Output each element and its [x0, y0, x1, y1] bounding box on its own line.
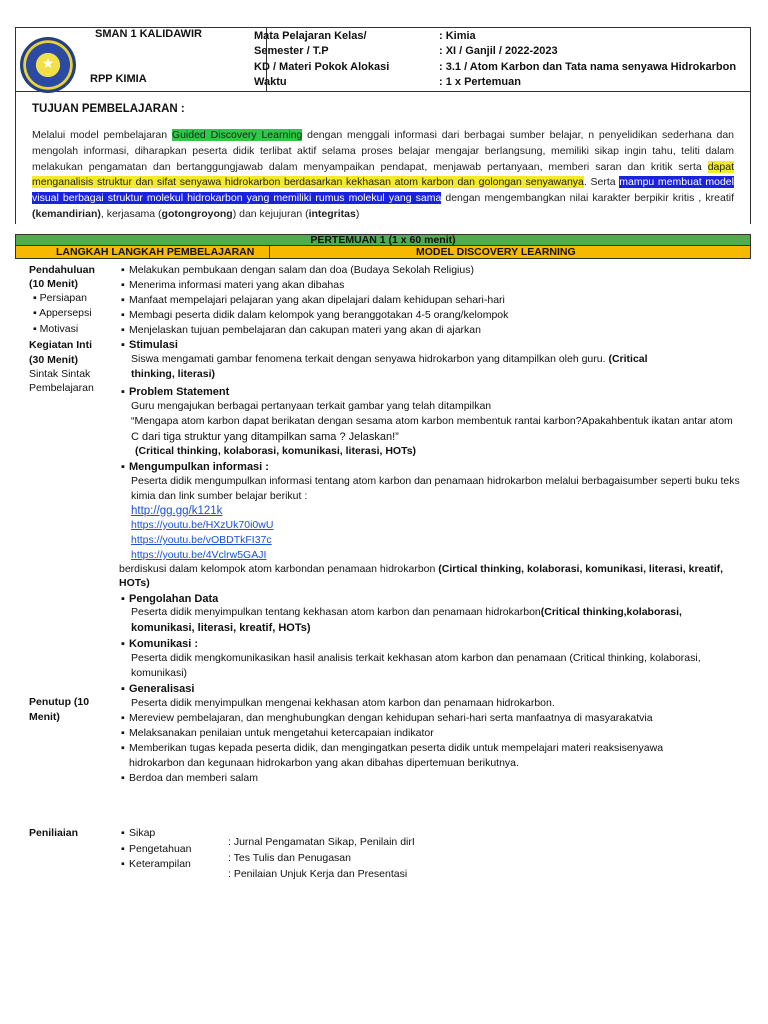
label-pendahuluan: Pendahuluan: [29, 264, 95, 276]
list-item: ▪ Memberikan tugas kepada peserta didik, dan mengingatkan peserta didik untuk mempelajari materi reaksisenyawa: [121, 742, 664, 754]
rpp-title: RPP KIMIA: [90, 73, 147, 85]
list-item: ▪ Menerima informasi materi yang akan dibahas: [121, 279, 345, 291]
komunikasi-text-1: Peserta didik mengkomunikasikan hasil analisis terkait kekhasan atom karbon dan penamaan (Critical thinking, kolaborasi,: [131, 652, 701, 664]
list-item-continued: hidrokarbon dan kegunaan hidrokarbon yang akan dibahas dipertemuan berikutnya.: [129, 757, 519, 769]
text-run: , kerjasama (: [100, 207, 162, 220]
penilaian-pengetahuan-desc: : Tes Tulis dan Penugasan: [228, 852, 351, 864]
column-header-left: LANGKAH LANGKAH PEMBELAJARAN: [56, 246, 255, 258]
header-key: Semester / T.P: [254, 45, 329, 57]
pengolahan-skills: komunikasi, literasi, kreatif, HOTs): [131, 622, 311, 634]
text-run: Melalui model pembelajaran: [32, 129, 172, 141]
penilaian-sikap: ▪ Sikap: [121, 827, 156, 839]
penilaian-keterampilan: ▪ Keterampilan: [121, 858, 191, 870]
komunikasi-text-2: komunikasi): [131, 667, 188, 679]
label-motivasi: ▪ Motivasi: [33, 323, 79, 335]
resource-link[interactable]: https://youtu.be/vOBDTkFI37c: [131, 534, 272, 546]
highlight-yellow: dapat menganalisis struktur dan sifat senyawa hidrokarbon berdasarkan kekhasan atom karbon dan golongan senyawanya: [32, 160, 734, 189]
text-run: ): [355, 207, 360, 220]
mengumpulkan-skills: HOTs): [119, 577, 150, 589]
tujuan-title: TUJUAN PEMBELAJARAN :: [32, 103, 185, 115]
problem-text-1: Guru mengajukan berbagai pertanyaan terkait gambar yang telah ditampilkan: [131, 400, 492, 412]
list-item: ▪ Melaksanakan penilaian untuk mengetahui ketercapaian indikator: [121, 727, 434, 739]
section-mengumpulkan-informasi: ▪ Mengumpulkan informasi :: [121, 461, 269, 473]
header-key: KD / Materi Pokok Alokasi: [254, 61, 390, 73]
label-kegiatan-inti: Kegiatan Inti: [29, 339, 93, 351]
pengolahan-text-1: Peserta didik menyimpulkan tentang kekhasan atom karbon dan penamaan hidrokarbon(Critical thinking,kolaborasi,: [131, 606, 682, 618]
mengumpulkan-text-3: berdiskusi dalam kelompok atom karbondan penamaan hidrokarbon (Cirtical thinking, kolaborasi, komunikasi, literasi, kreatif,: [119, 563, 724, 575]
stimulasi-skills: thinking, literasi): [131, 368, 216, 380]
text-run: dengan mengembangkan nilai karakter berpikir kritis , kreatif: [441, 192, 734, 204]
list-item: ▪ Menjelaskan tujuan pembelajaran dan cakupan materi yang akan di ajarkan: [121, 324, 481, 336]
header-key: Waktu: [254, 76, 287, 88]
tujuan-paragraph: [32, 128, 734, 223]
label-penilaian: Peniliaian: [29, 827, 79, 839]
school-logo-icon: ★: [20, 37, 76, 93]
header-value: : Kimia: [439, 30, 476, 42]
header-value: : 3.1 / Atom Karbon dan Tata nama senyawa Hidrokarbon: [439, 61, 737, 73]
label-sintak: Sintak Sintak: [29, 368, 91, 380]
school-name: SMAN 1 KALIDAWIR: [95, 28, 202, 40]
mengumpulkan-text-1: Peserta didik mengumpulkan informasi tentang atom karbon dan penamaan hidrokarbon melalui berbagaisumber seperti buku teks: [131, 475, 740, 487]
text-bold: gotongroyong: [161, 207, 233, 220]
list-item: ▪ Melakukan pembukaan dengan salam dan doa (Budaya Sekolah Religius): [121, 264, 474, 276]
label-persiapan: ▪ Persiapan: [33, 292, 87, 304]
column-header-right: MODEL DISCOVERY LEARNING: [416, 246, 576, 258]
list-item: ▪ Mereview pembelajaran, dan menghubungkan dengan kehidupan sehari-hari serta manfaatnya di masyarakatvia: [121, 712, 653, 724]
label-pendahuluan-time: (10 Menit): [29, 278, 79, 290]
label-penutup: Penutup (10: [29, 696, 90, 708]
header-key: Mata Pelajaran Kelas/: [254, 30, 367, 42]
label-pembelajaran: Pembelajaran: [29, 382, 94, 394]
pertemuan-header: PERTEMUAN 1 (1 x 60 menit): [15, 234, 751, 246]
penilaian-pengetahuan: ▪ Pengetahuan: [121, 843, 192, 855]
resource-link[interactable]: https://youtu.be/HXzUk70i0wU: [131, 519, 274, 531]
penilaian-sikap-desc: : Jurnal Pengamatan Sikap, Penilain dirI: [228, 836, 415, 848]
text-run: . Serta: [583, 176, 620, 189]
problem-text-2: “Mengapa atom karbon dapat berikatan dengan sesama atom karbon membentuk rantai karbon?Apakahbentuk ikatan antar atom: [131, 415, 733, 427]
text-bold: (kemandirian): [32, 207, 101, 220]
section-generalisasi: ▪ Generalisasi: [121, 683, 195, 695]
label-inti-time: (30 Menit): [29, 354, 79, 366]
section-pengolahan-data: ▪ Pengolahan Data: [121, 593, 219, 605]
section-komunikasi: ▪ Komunikasi :: [121, 638, 199, 650]
resource-link[interactable]: http://gg.gg/k121k: [131, 505, 223, 517]
text-run: ) dan kejujuran (: [232, 207, 309, 220]
label-appersepsi: ▪ Appersepsi: [33, 307, 92, 319]
column-divider: [269, 246, 270, 258]
header-value: : 1 x Pertemuan: [439, 76, 521, 88]
highlight-blue: mampu membuat model visual berbagai struktur molekul hidrokarbon yang memiliki rumus molekul yang sama: [32, 176, 734, 204]
header-value: : XI / Ganjil / 2022-2023: [439, 45, 558, 57]
problem-skills: (Critical thinking, kolaborasi, komunikasi, literasi, HOTs): [135, 445, 417, 457]
text-run: dengan menggali informasi dari berbagai sumber belajar, n penyelidikan sederhana dan mengolah informasi, diharapkan peserta didik terlibat aktif selama proses belajar mengajar berlangsung, memiliki sikap ingin tahu, teliti dalam melakukan pengamatan dan bertanggungjawab dalam menyampaikan pendapat, menjawab pertanyaan, memberi saran dan kritik serta: [32, 129, 734, 173]
label-penutup-time: Menit): [29, 711, 60, 723]
list-item: ▪ Manfaat mempelajari pelajaran yang akan dipelajari dalam kehidupan sehari-hari: [121, 294, 505, 306]
stimulasi-text: Siswa mengamati gambar fenomena terkait dengan senyawa hidrokarbon yang ditampilkan oleh guru. (Critical: [131, 353, 648, 365]
highlight-green: Guided Discovery Learning: [171, 129, 303, 141]
text-bold: integritas: [308, 207, 356, 220]
problem-text-3: C dari tiga struktur yang ditampilkan sama ? Jelaskan!”: [131, 431, 399, 443]
generalisasi-text: Peserta didik menyimpulkan mengenai kekhasan atom karbon dan penamaan hidrokarbon.: [131, 697, 555, 709]
list-item: ▪ Berdoa dan memberi salam: [121, 772, 258, 784]
column-headers: [15, 246, 751, 259]
penilaian-keterampilan-desc: : Penilaian Unjuk Kerja dan Presentasi: [228, 868, 408, 880]
section-problem-statement: ▪ Problem Statement: [121, 386, 230, 398]
list-item: ▪ Membagi peserta didik dalam kelompok yang beranggotakan 4-5 orang/kelompok: [121, 309, 509, 321]
mengumpulkan-text-2: kimia dan link sumber belajar berikut :: [131, 490, 308, 502]
resource-link[interactable]: https://youtu.be/4Vclrw5GAJI: [131, 549, 267, 561]
section-stimulasi: ▪ Stimulasi: [121, 339, 178, 351]
